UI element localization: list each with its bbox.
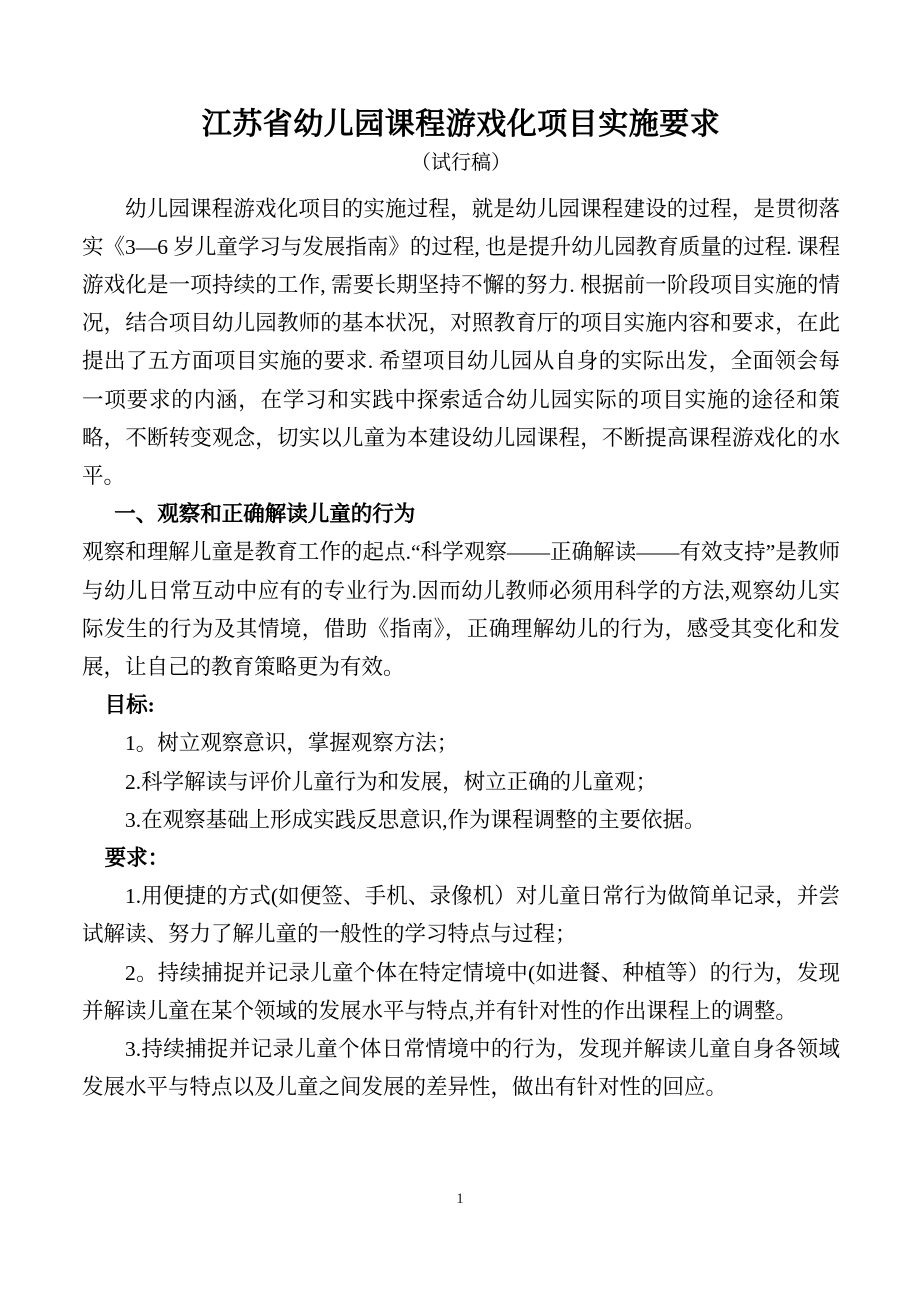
requirement-item-2: 2。持续捕捉并记录儿童个体在特定情境中(如进餐、种植等）的行为，发现并解读儿童在某个领域的发展水平与特点,并有针对性的作出课程上的调整。 <box>82 960 840 1023</box>
requirement-item-3: 3.持续捕捉并记录儿童个体日常情境中的行为，发现并解读儿童自身各领域发展水平与特点以及儿童之间发展的差异性，做出有针对性的回应。 <box>82 1036 840 1100</box>
goal-item-1: 1。树立观察意识，掌握观察方法； <box>125 731 459 756</box>
goals-label: 目标: <box>104 693 155 718</box>
section-1-lead-paragraph: 观察和理解儿童是教育工作的起点.“科学观察——正确解读——有效支持”是教师与幼儿日常互动中应有的专业行为.因而幼儿教师必须用科学的方法,观察幼儿实际发生的行为及其情境，借助《指南》，正确理解幼儿的行为，感受其变化和发展，让自己的教育策略更为有效。 <box>82 540 840 679</box>
page-number: 1 <box>456 1191 464 1207</box>
goal-item-2: 2.科学解读与评价儿童行为和发展，树立正确的儿童观； <box>125 769 658 794</box>
requirement-item-1: 1.用便捷的方式(如便签、手机、录像机）对儿童日常行为做简单记录，并尝试解读、努力了解儿童的一般性的学习特点与过程； <box>82 884 840 947</box>
requirements-label: 要求： <box>104 845 170 870</box>
page-title: 江苏省幼儿园课程游戏化项目实施要求 <box>201 108 721 141</box>
document-subtitle: （试行稿） <box>411 151 511 174</box>
intro-paragraph: 幼儿园课程游戏化项目的实施过程，就是幼儿园课程建设的过程，是贯彻落实《3—6 岁儿童学习与发展指南》的过程, 也是提升幼儿园教育质量的过程. 课程游戏化是一项持续的工作, 需要长期坚持不懈的努力. 根据前一阶段项目实施的情况，结合项目幼儿园教师的基本状况，对照教育厅的项目实施内容和要求，在此提出了五方面项目实施的要求. 希望项目幼儿园从自身的实际出发，全面领会每一项要求的内涵，在学习和实践中探索适合幼儿园实际的项目实施的途径和策略，不断转变观念，切实以儿童为本建设幼儿园课程，不断提高课程游戏化的水平。 <box>82 196 840 488</box>
goal-item-3: 3.在观察基础上形成实践反思意识,作为课程调整的主要依据。 <box>125 807 706 832</box>
section-heading-1: 一、观察和正确解读儿童的行为 <box>114 502 416 527</box>
page-content <box>82 0 840 1106</box>
